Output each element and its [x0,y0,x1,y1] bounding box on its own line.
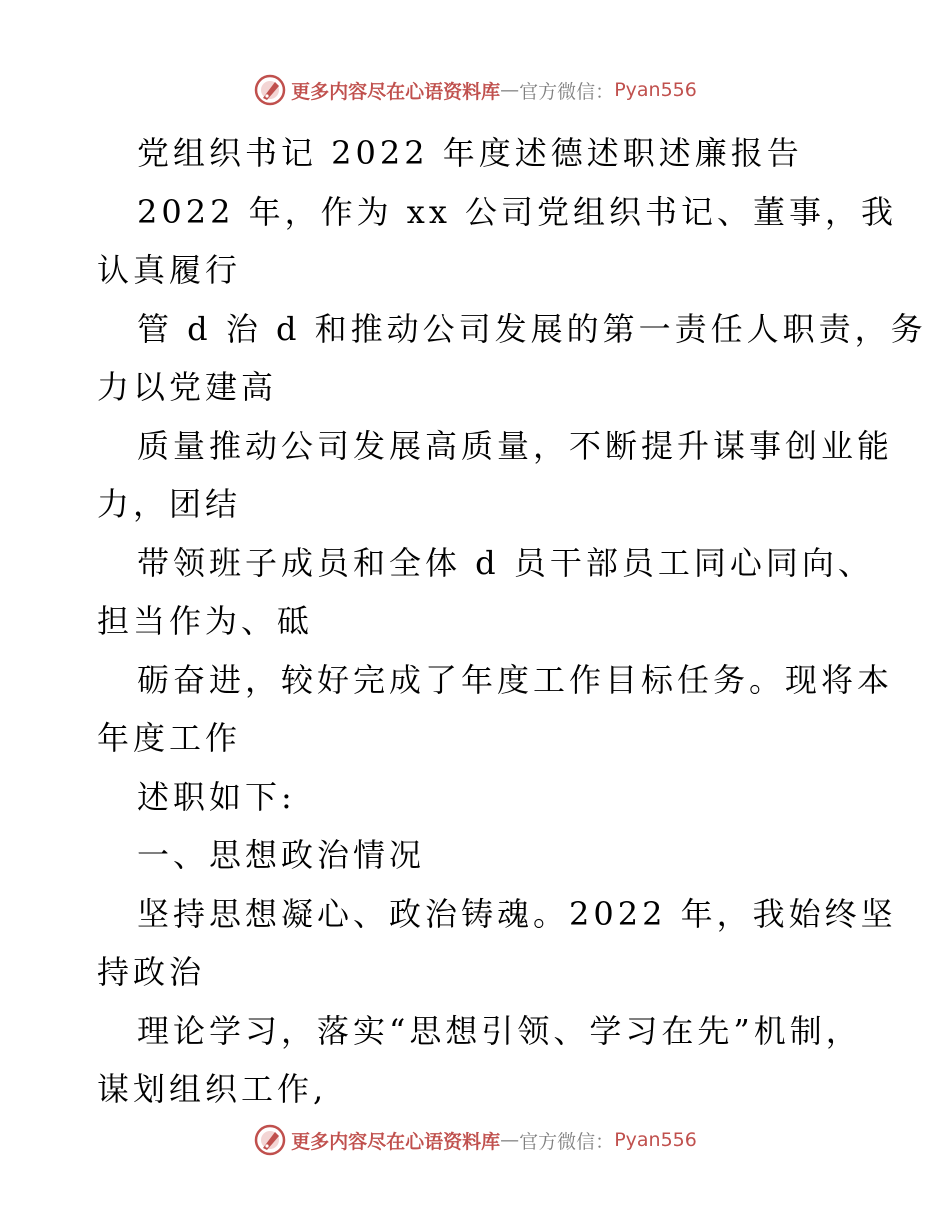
document-title: 党组织书记 2022 年度述德述职述廉报告 [137,134,803,172]
text-line: 年度工作 [97,719,242,757]
watermark-main-text: 更多内容尽在心语资料库 [291,1130,501,1153]
text-line: 理论学习，落实“思想引领、学习在先”机制， [137,1011,862,1050]
text-line: 质量推动公司发展高质量，不断提升谋事创业能 [137,426,894,465]
watermark-footer [0,1120,950,1160]
section-heading: 一、思想政治情况 [137,836,426,874]
text-line: 管 d 治 d 和推动公司发展的第一责任人职责，务 [137,309,927,348]
text-line: 谋划组织工作, [97,1070,328,1108]
text-line: 担当作为、砥 [97,602,314,640]
text-line: 2022 年，作为 xx 公司党组织书记、董事，我 [137,192,898,231]
text-line: 砺奋进，较好完成了年度工作目标任务。现将本 [137,660,894,699]
text-line: 力以党建高 [97,368,278,406]
pen-nib-logo-icon [253,73,287,107]
watermark-main-text: 更多内容尽在心语资料库 [291,80,501,103]
text-line: 力，团结 [97,485,242,523]
watermark-wechat-label: 官方微信： [519,80,615,103]
text-line: 坚持思想凝心、政治铸魂。2022 年，我始终坚 [137,894,897,933]
watermark-separator: — [500,1129,520,1151]
document-body [97,124,927,1119]
watermark-wechat-id: Pyan556 [614,79,697,101]
text-line: 述职如下: [137,777,296,816]
text-line: 认真履行 [97,251,242,289]
watermark-wechat-label: 官方微信： [519,1130,615,1153]
watermark-separator: — [500,79,520,101]
text-line: 带领班子成员和全体 d 员干部员工同心同向、 [137,543,874,582]
pen-nib-logo-icon [253,1123,287,1157]
watermark-wechat-id: Pyan556 [614,1129,697,1151]
text-line: 持政治 [97,953,206,991]
watermark-header [0,70,950,110]
